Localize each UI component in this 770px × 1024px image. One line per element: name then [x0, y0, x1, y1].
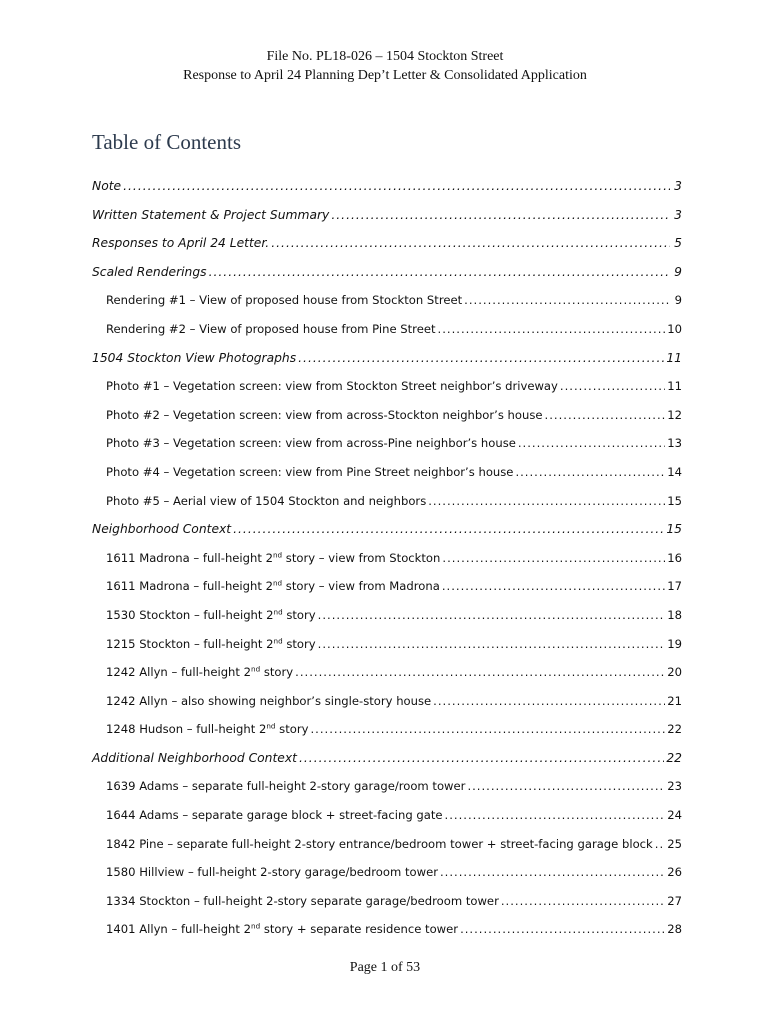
toc-entry-label: Additional Neighborhood Context	[92, 750, 297, 765]
table-of-contents	[92, 172, 682, 944]
toc-section-link[interactable]	[92, 172, 682, 201]
toc-page-number: 27	[667, 893, 682, 908]
toc-page-number: 11	[666, 350, 682, 365]
toc-section-link[interactable]	[92, 201, 682, 230]
dot-leader	[428, 487, 665, 516]
dot-leader	[310, 715, 665, 744]
toc-subsection-link[interactable]	[92, 658, 682, 687]
dot-leader	[515, 458, 665, 487]
header-file-line: File No. PL18-026 – 1504 Stockton Street	[266, 49, 504, 64]
dot-leader	[442, 544, 665, 573]
toc-section-link[interactable]	[92, 344, 682, 373]
toc-subsection-link[interactable]	[92, 286, 682, 315]
toc-page-number: 21	[667, 693, 682, 708]
toc-entry-label: 1530 Stockton – full-height 2nd story	[106, 607, 316, 622]
toc-page-number: 19	[667, 636, 682, 651]
toc-entry-label: 1248 Hudson – full-height 2nd story	[106, 721, 309, 737]
toc-entry-label: 1644 Adams – separate garage block + street-facing gate	[106, 808, 443, 823]
toc-subsection-link[interactable]	[92, 544, 682, 573]
dot-leader	[233, 515, 664, 544]
toc-subsection-link[interactable]	[92, 401, 682, 430]
toc-subsection-link[interactable]	[92, 487, 682, 516]
toc-page-number: 22	[667, 722, 682, 737]
toc-section-link[interactable]	[92, 258, 682, 287]
dot-leader	[464, 286, 670, 315]
toc-page-number: 9	[674, 264, 682, 279]
toc-entry-label: Photo #1 – Vegetation screen: view from Stockton Street neighbor’s driveway	[106, 379, 558, 394]
toc-entry-label: Rendering #2 – View of proposed house from Pine Street	[106, 321, 436, 336]
toc-entry-label: Photo #3 – Vegetation screen: view from across-Pine neighbor’s house	[106, 436, 516, 451]
toc-subsection-link[interactable]	[92, 601, 682, 630]
toc-entry-label: Neighborhood Context	[92, 522, 232, 537]
toc-entry-label: 1580 Hillview – full-height 2-story garage/bedroom tower	[106, 865, 438, 880]
toc-subsection-link[interactable]	[92, 315, 682, 344]
toc-section-link[interactable]	[92, 229, 682, 258]
toc-entry-label: 1242 Allyn – full-height 2nd story	[106, 664, 294, 680]
toc-page-number: 5	[674, 236, 682, 251]
toc-page-number: 17	[667, 579, 682, 594]
dot-leader	[209, 258, 670, 287]
toc-section-link[interactable]	[92, 515, 682, 544]
toc-entry-label: 1401 Allyn – full-height 2nd story + separate residence tower	[106, 921, 459, 937]
toc-entry-label: 1639 Adams – separate full-height 2-story garage/room tower	[106, 779, 466, 794]
toc-entry-label: Photo #4 – Vegetation screen: view from Pine Street neighbor’s house	[106, 464, 514, 479]
toc-subsection-link[interactable]	[92, 858, 682, 887]
toc-subsection-link[interactable]	[92, 687, 682, 716]
toc-entry-label: 1334 Stockton – full-height 2-story separate garage/bedroom tower	[106, 893, 499, 908]
dot-leader	[440, 858, 665, 887]
toc-heading: Table of Contents	[92, 130, 241, 154]
dot-leader	[318, 601, 666, 630]
dot-leader	[467, 772, 665, 801]
toc-subsection-link[interactable]	[92, 801, 682, 830]
toc-entry-label: Written Statement & Project Summary	[92, 207, 330, 222]
toc-subsection-link[interactable]	[92, 572, 682, 601]
toc-page-number: 15	[667, 493, 682, 508]
toc-page-number: 14	[667, 464, 682, 479]
toc-page-number: 18	[667, 607, 682, 622]
toc-page-number: 16	[667, 550, 682, 565]
toc-entry-label: Rendering #1 – View of proposed house from Stockton Street	[106, 293, 463, 308]
dot-leader	[298, 344, 664, 373]
document-header	[0, 47, 770, 85]
toc-page-number: 20	[667, 665, 682, 680]
toc-entry-label: Responses to April 24 Letter.	[92, 236, 270, 251]
dot-leader	[442, 572, 665, 601]
toc-entry-label: 1611 Madrona – full-height 2nd story – view from Stockton	[106, 550, 441, 565]
toc-entry-label: Photo #5 – Aerial view of 1504 Stockton and neighbors	[106, 493, 427, 508]
toc-page-number: 3	[674, 207, 682, 222]
toc-subsection-link[interactable]	[92, 458, 682, 487]
toc-entry-label: 1242 Allyn – also showing neighbor’s single-story house	[106, 693, 432, 708]
dot-leader	[501, 887, 665, 916]
toc-subsection-link[interactable]	[92, 429, 682, 458]
dot-leader	[460, 915, 665, 944]
toc-page-number: 24	[667, 808, 682, 823]
toc-subsection-link[interactable]	[92, 830, 682, 859]
toc-page-number: 28	[667, 922, 682, 937]
toc-subsection-link[interactable]	[92, 887, 682, 916]
toc-page-number: 12	[667, 407, 682, 422]
toc-entry-label: 1842 Pine – separate full-height 2-story entrance/bedroom tower + street-facing garage block	[106, 836, 653, 851]
toc-page-number: 23	[667, 779, 682, 794]
dot-leader	[518, 429, 665, 458]
toc-page-number: 25	[667, 836, 682, 851]
dot-leader	[295, 658, 665, 687]
toc-subsection-link[interactable]	[92, 372, 682, 401]
dot-leader	[545, 401, 666, 430]
toc-entry-label: Scaled Renderings	[92, 264, 207, 279]
dot-leader	[438, 315, 666, 344]
toc-subsection-link[interactable]	[92, 915, 682, 944]
dot-leader	[271, 229, 670, 258]
toc-entry-label: Photo #2 – Vegetation screen: view from across-Stockton neighbor’s house	[106, 407, 543, 422]
dot-leader	[123, 172, 670, 201]
toc-page-number: 15	[666, 522, 682, 537]
toc-page-number: 26	[667, 865, 682, 880]
dot-leader	[655, 830, 665, 859]
dot-leader	[445, 801, 666, 830]
page-number-footer: Page 1 of 53	[349, 960, 421, 975]
toc-page-number: 22	[666, 750, 682, 765]
dot-leader	[318, 630, 666, 659]
toc-page-number: 11	[667, 379, 682, 394]
toc-entry-label: Note	[92, 179, 122, 193]
toc-entry-label: 1215 Stockton – full-height 2nd story	[106, 635, 316, 651]
toc-page-number: 3	[674, 179, 682, 193]
toc-subsection-link[interactable]	[92, 772, 682, 801]
toc-page-number: 10	[667, 321, 682, 336]
dot-leader	[299, 744, 664, 773]
dot-leader	[433, 687, 665, 716]
toc-subsection-link[interactable]	[92, 630, 682, 659]
toc-entry-label: 1611 Madrona – full-height 2nd story – view from Madrona	[106, 578, 440, 594]
toc-page-number: 9	[674, 293, 682, 308]
dot-leader	[560, 372, 665, 401]
toc-section-link[interactable]	[92, 744, 682, 773]
header-subtitle-line: Response to April 24 Planning Dep’t Letter & Consolidated Application	[183, 68, 587, 83]
dot-leader	[331, 201, 670, 230]
toc-subsection-link[interactable]	[92, 715, 682, 744]
toc-page-number: 13	[667, 436, 682, 451]
toc-entry-label: 1504 Stockton View Photographs	[92, 350, 297, 365]
